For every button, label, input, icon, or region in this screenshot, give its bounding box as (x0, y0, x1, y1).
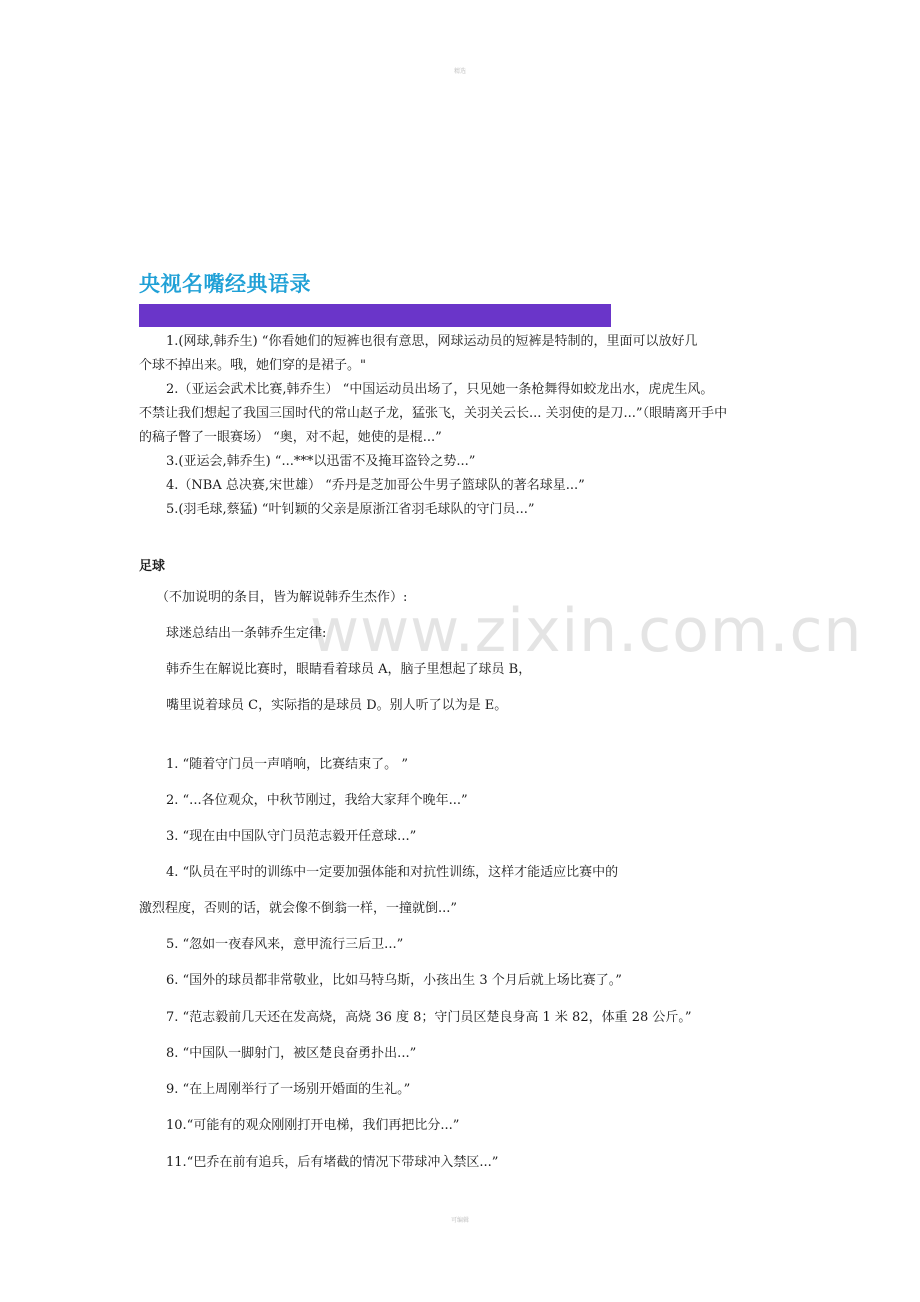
football-intro-line: 韩乔生在解说比赛时，眼睛看着球员 A，脑子里想起了球员 B， (166, 662, 532, 677)
quote-item-continuation: 激烈程度，否则的话，就会像不倒翁一样，一撞就倒...” (139, 901, 458, 916)
document-title: 央视名嘴经典语录 (139, 272, 311, 296)
quote-item: 9. “在上周刚举行了一场别开婚面的生礼。” (166, 1082, 411, 1097)
quote-item: 2. “...各位观众，中秋节刚过，我给大家拜个晚年...” (166, 793, 468, 808)
section-title-football: 足球 (139, 559, 166, 574)
watermark: www.zixin.com.cn (310, 596, 863, 666)
quote-item: 10.“可能有的观众刚刚打开电梯，我们再把比分...” (166, 1118, 460, 1133)
intro-line: 的稿子瞥了一眼赛场） “奥，对不起，她使的是棍...” (139, 430, 442, 445)
intro-line: 不禁让我们想起了我国三国时代的常山赵子龙，猛张飞，关羽关云长... 关羽使的是刀...”（眼睛离开手中 (139, 406, 728, 421)
football-intro-line: 球迷总结出一条韩乔生定律: (166, 626, 327, 641)
quote-item: 8. “中国队一脚射门，被区楚良奋勇扑出...” (166, 1046, 417, 1061)
intro-line: 2.（亚运会武术比赛,韩乔生） “中国运动员出场了，只见她一条枪舞得如蛟龙出水，虎虎生风。 (166, 382, 714, 397)
intro-line: 1.(网球,韩乔生) “你看她们的短裤也很有意思，网球运动员的短裤是特制的，里面可以放好几 (166, 334, 698, 349)
intro-line: 个球不掉出来。哦，她们穿的是裙子。" (139, 358, 366, 373)
page-footer-text: 可编辑 (450, 1217, 469, 1224)
intro-line: 4.（NBA 总决赛,宋世雄） “乔丹是芝加哥公牛男子篮球队的著名球星...” (166, 478, 585, 493)
quote-item: 4. “队员在平时的训练中一定要加强体能和对抗性训练，这样才能适应比赛中的 (166, 865, 619, 880)
quote-item: 11.“巴乔在前有追兵，后有堵截的情况下带球冲入禁区...” (166, 1155, 499, 1170)
quote-item: 1. “随着守门员一声哨响，比赛结束了。 ” (166, 757, 408, 772)
quote-item: 6. “国外的球员都非常敬业，比如马特乌斯，小孩出生 3 个月后就上场比赛了。” (166, 973, 622, 988)
quote-item: 7. “范志毅前几天还在发高烧，高烧 36 度 8；守门员区楚良身高 1 米 82，体重 28 公斤。” (166, 1010, 692, 1025)
football-intro-line: 嘴里说着球员 C，实际指的是球员 D。别人听了以为是 E。 (166, 698, 508, 713)
football-intro-line: （不加说明的条目，皆为解说韩乔生杰作）: (156, 590, 408, 605)
intro-line: 3.(亚运会,韩乔生) “...***以迅雷不及掩耳盗铃之势...” (166, 454, 476, 469)
quote-item: 3. “现在由中国队守门员范志毅开任意球...” (166, 829, 417, 844)
intro-line: 5.(羽毛球,蔡猛) “叶钊颖的父亲是原浙江省羽毛球队的守门员...” (166, 502, 535, 517)
quote-item: 5. “忽如一夜春风来，意甲流行三后卫...” (166, 937, 404, 952)
page-header-text: 精选 (453, 68, 466, 75)
title-banner-bar (139, 304, 611, 327)
